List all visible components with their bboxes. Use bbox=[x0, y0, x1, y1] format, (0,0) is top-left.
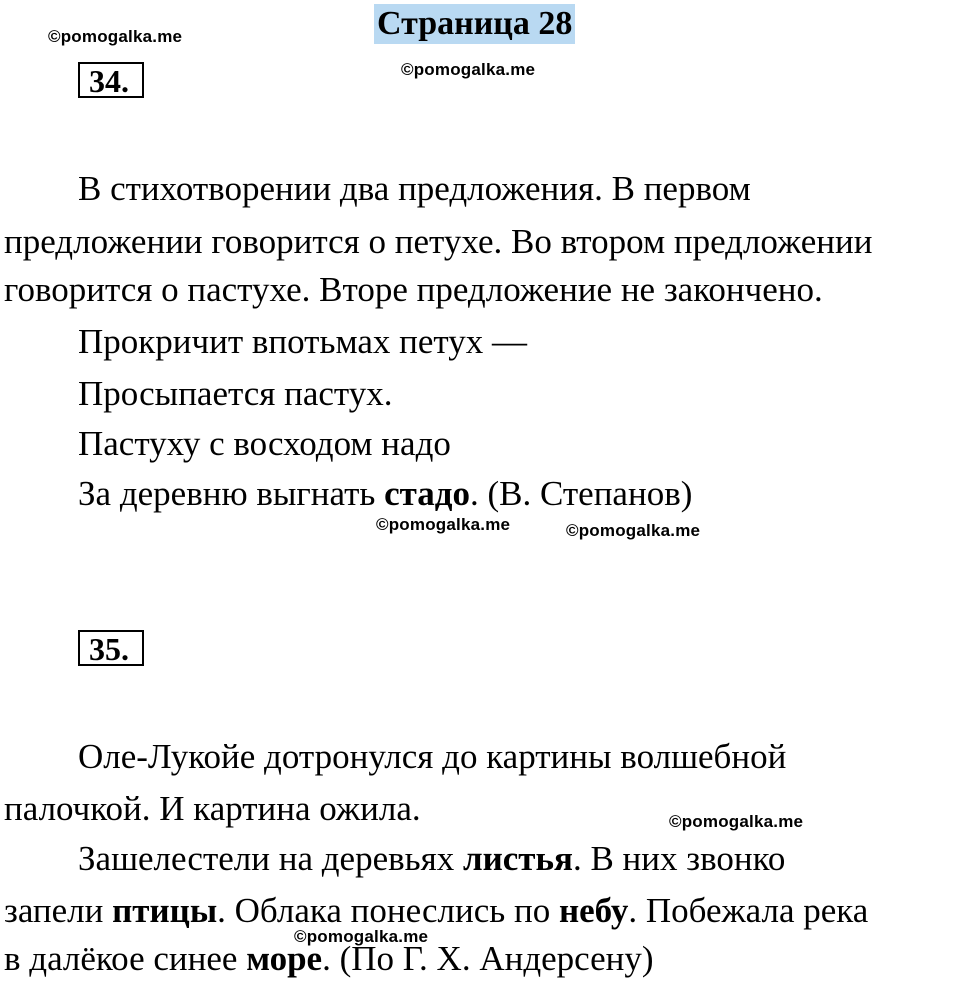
watermark: ©pomogalka.me bbox=[376, 515, 511, 534]
task-number-35: 35. bbox=[78, 630, 144, 666]
poem-line: Прокричит впотьмах петух — bbox=[78, 322, 527, 361]
bold-word: листья bbox=[462, 839, 573, 878]
watermark: ©pomogalka.me bbox=[48, 27, 183, 46]
poem-line: Пастуху с восходом надо bbox=[78, 424, 451, 463]
watermark: ©pomogalka.me bbox=[566, 521, 701, 540]
watermark: ©pomogalka.me bbox=[294, 927, 429, 946]
poem-line: За деревню выгнать стадо. (В. Степанов) bbox=[78, 474, 693, 513]
text-line: говорится о пастухе. Вторе предложение не закончено. bbox=[4, 270, 823, 309]
text-line: запели птицы. Облака понеслись по небу. Побежала река bbox=[4, 891, 869, 930]
text-line: Оле-Лукойе дотронулся до картины волшебной bbox=[78, 737, 787, 776]
bold-word: стадо bbox=[384, 474, 470, 513]
page-title: Страница 28 bbox=[374, 4, 575, 44]
watermark: ©pomogalka.me bbox=[401, 60, 536, 79]
watermark: ©pomogalka.me bbox=[669, 812, 804, 831]
task-number-34: 34. bbox=[78, 62, 144, 98]
text-line: В стихотворении два предложения. В первом bbox=[78, 169, 751, 208]
bold-word: море bbox=[246, 939, 323, 978]
bold-word: птицы bbox=[112, 891, 218, 930]
text-line: палочкой. И картина ожила. bbox=[4, 789, 421, 828]
text-line: Зашелестели на деревьях листья. В них звонко bbox=[78, 839, 786, 878]
text-line: предложении говорится о петухе. Во втором предложении bbox=[4, 222, 873, 261]
poem-line: Просыпается пастух. bbox=[78, 374, 393, 413]
text-line: в далёкое синее море. (По Г. Х. Андерсену) bbox=[4, 939, 654, 978]
bold-word: небу bbox=[558, 891, 629, 930]
